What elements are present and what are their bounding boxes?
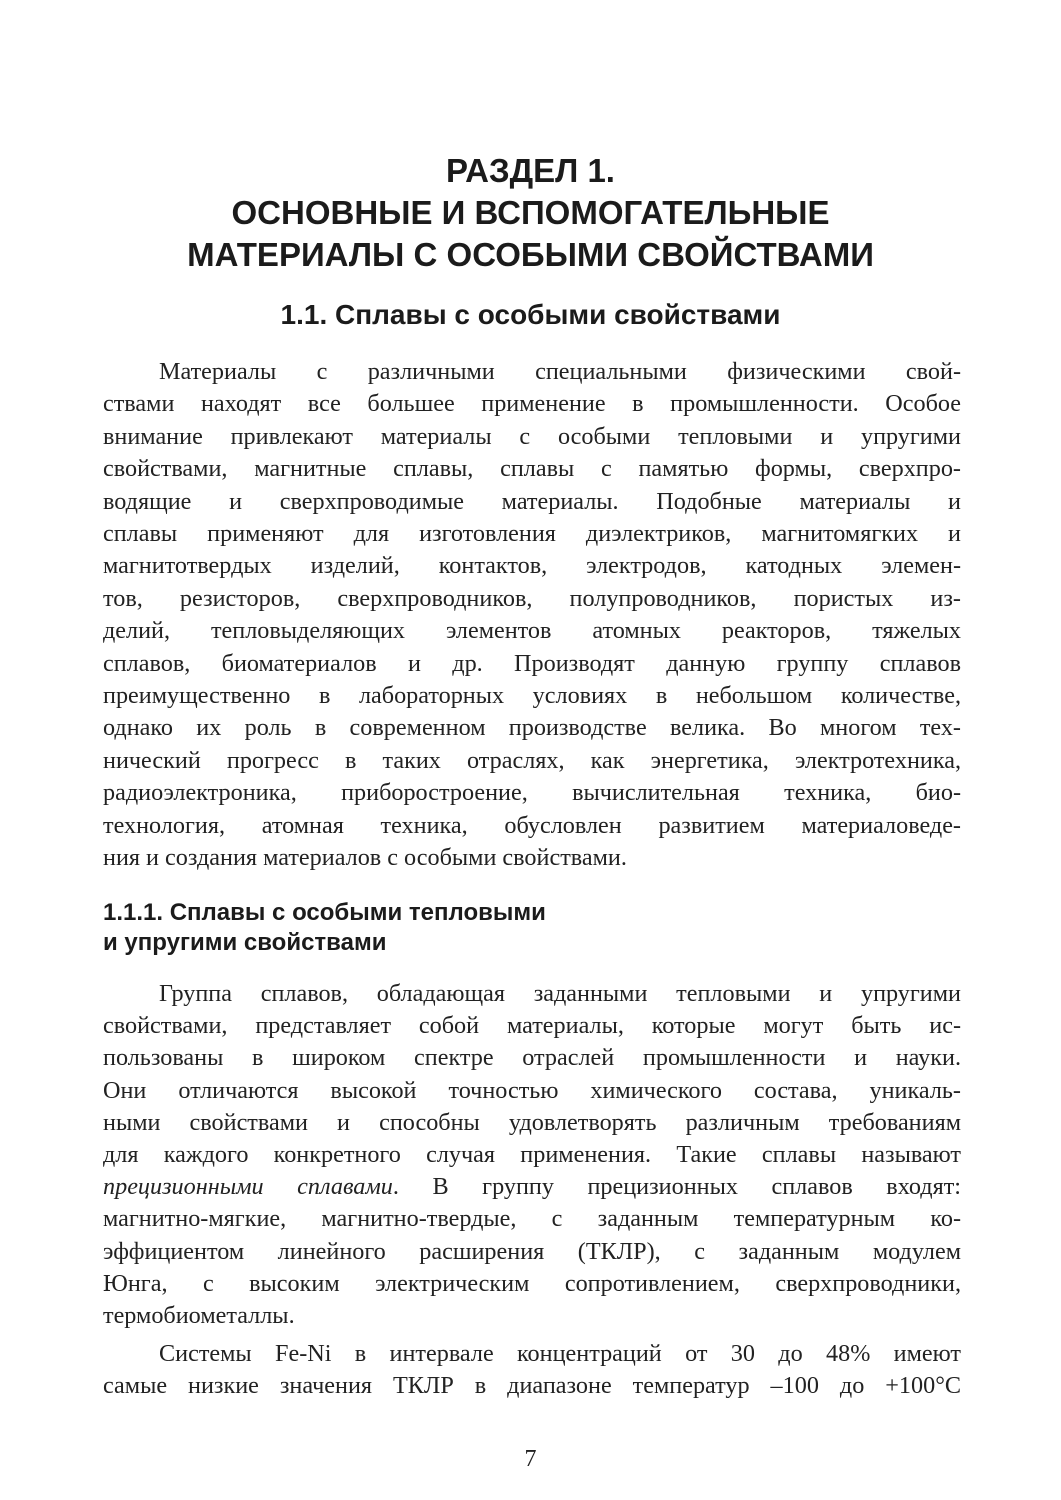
text-line: термобиометаллы. bbox=[103, 1302, 295, 1330]
text-line: нический прогресс в таких отраслях, как энергетика, электротехника, bbox=[103, 746, 961, 774]
text-line: тов, резисторов, сверхпроводников, полупроводников, пористых из- bbox=[103, 584, 961, 612]
subsection-heading bbox=[103, 898, 963, 958]
text-line: водящие и сверхпроводимые материалы. Подобные материалы и bbox=[103, 487, 961, 515]
text-line: Группа сплавов, обладающая заданными тепловыми и упругими bbox=[159, 980, 961, 1007]
part-heading bbox=[0, 150, 1061, 276]
text-line: Они отличаются высокой точностью химического состава, уникаль- bbox=[103, 1076, 961, 1104]
text-line: ния и создания материалов с особыми свойствами. bbox=[103, 844, 627, 872]
text-fragment: . В группу прецизионных сплавов входят: bbox=[392, 1173, 961, 1201]
text-line: сплавы применяют для изготовления диэлектриков, магнитомягких и bbox=[103, 520, 961, 548]
part-heading-line: ОСНОВНЫЕ И ВСПОМОГАТЕЛЬНЫЕ bbox=[231, 194, 830, 231]
text-line: свойствами, представляет собой материалы, которые могут быть ис- bbox=[103, 1012, 961, 1040]
page-number: 7 bbox=[524, 1446, 537, 1472]
text-line: Системы Fe-Ni в интервале концентраций от 30 до 48% имеют bbox=[159, 1340, 961, 1367]
text-line: магнитотвердых изделий, контактов, электродов, катодных элемен- bbox=[103, 552, 961, 580]
subsection-heading-line: 1.1.1. Сплавы с особыми тепловыми bbox=[103, 899, 546, 926]
part-heading-line: МАТЕРИАЛЫ С ОСОБЫМИ СВОЙСТВАМИ bbox=[187, 236, 874, 273]
text-line: однако их роль в современном производстве велика. Во многом тех- bbox=[103, 714, 961, 742]
text-line: магнитно-мягкие, магнитно-твердые, с заданным температурным ко- bbox=[103, 1205, 961, 1233]
paragraph-fe-ni bbox=[103, 1338, 961, 1402]
text-line: ствами находят все большее применение в промышленности. Особое bbox=[103, 390, 961, 418]
text-line: ными свойствами и способны удовлетворять различным требованиям bbox=[103, 1108, 961, 1136]
text-line: свойствами, магнитные сплавы, сплавы с памятью формы, сверхпро- bbox=[103, 455, 961, 483]
text-line: Материалы с различными специальными физическими свой- bbox=[159, 358, 961, 385]
text-line bbox=[103, 1171, 961, 1203]
text-line: технология, атомная техника, обусловлен развитием материаловеде- bbox=[103, 811, 961, 839]
text-line: преимущественно в лабораторных условиях в небольшом количестве, bbox=[103, 682, 961, 710]
text-line: радиоэлектроника, приборостроение, вычислительная техника, био- bbox=[103, 779, 961, 807]
section-heading: 1.1. Сплавы с особыми свойствами bbox=[280, 299, 781, 330]
italic-term: прецизионными сплавами bbox=[103, 1173, 393, 1201]
part-heading-line: РАЗДЕЛ 1. bbox=[446, 152, 615, 189]
text-line: для каждого конкретного случая применения. Такие сплавы называют bbox=[103, 1141, 961, 1169]
text-line: Юнга, с высоким электрическим сопротивлением, сверхпроводники, bbox=[103, 1269, 961, 1297]
text-line: делий, тепловыделяющих элементов атомных реакторов, тяжелых bbox=[103, 617, 961, 645]
text-line: самые низкие значения ТКЛР в диапазоне температур –100 до +100°С bbox=[103, 1372, 961, 1400]
text-line: внимание привлекают материалы с особыми тепловыми и упругими bbox=[103, 422, 961, 450]
text-line: сплавов, биоматериалов и др. Производят данную группу сплавов bbox=[103, 649, 961, 677]
paragraph-precision-alloys bbox=[103, 978, 961, 1332]
text-line: эффициентом линейного расширения (ТКЛР), с заданным модулем bbox=[103, 1237, 961, 1265]
subsection-heading-line: и упругими свойствами bbox=[103, 929, 387, 956]
paragraph-intro bbox=[103, 356, 961, 875]
text-line: пользованы в широком спектре отраслей промышленности и науки. bbox=[103, 1044, 961, 1072]
